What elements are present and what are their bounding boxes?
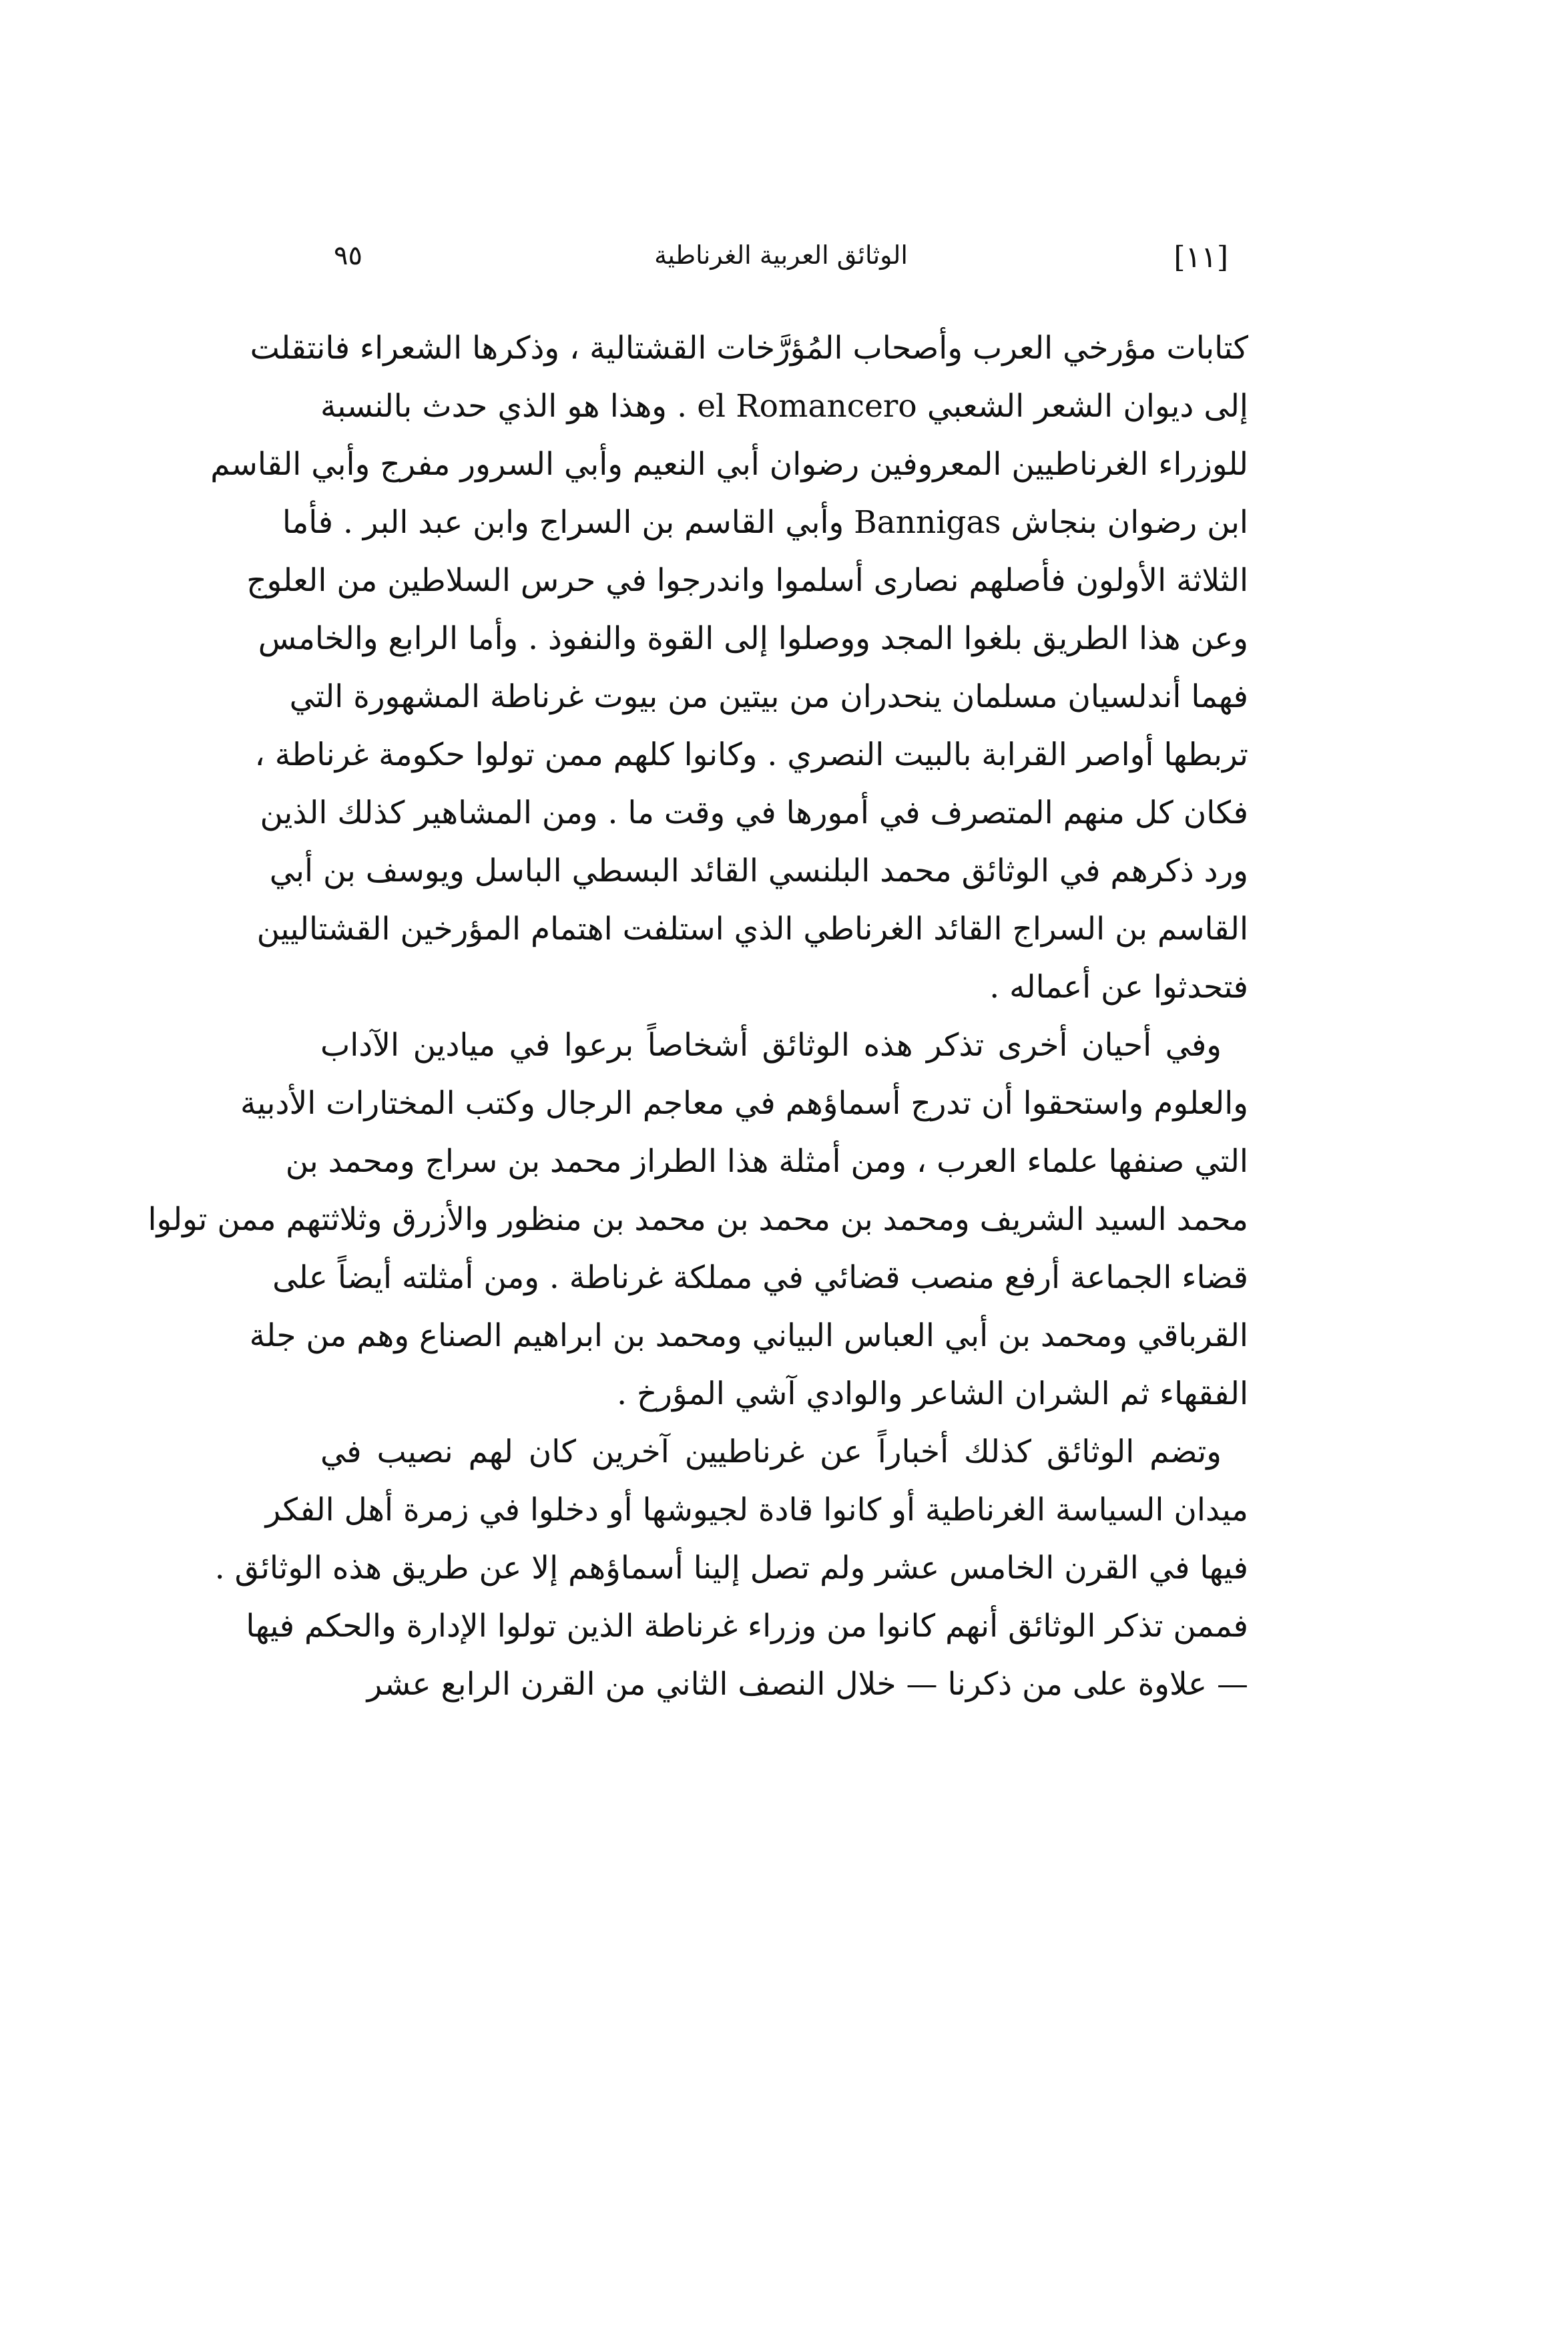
text-line: فهما أندلسيان مسلمان ينحدران من بيتين من بيوت غرناطة المشهورة التي: [289, 678, 1248, 715]
text-line: فيها في القرن الخامس عشر ولم تصل إلينا أسماؤهم إلا عن طريق هذه الوثائق .: [214, 1550, 1248, 1586]
text-line: ورد ذكرهم في الوثائق محمد البلنسي القائد البسطي الباسل ويوسف بن أبي: [269, 853, 1248, 889]
text-line: محمد السيد الشريف ومحمد بن محمد بن محمد بن منظور والأزرق وثلاثتهم ممن تولوا: [148, 1201, 1248, 1238]
text-line: للوزراء الغرناطيين المعروفين رضوان أبي النعيم وأبي السرور مفرج وأبي القاسم: [210, 446, 1248, 483]
text-line: إلى ديوان الشعر الشعبي el Romancero . وهذا هو الذي حدث بالنسبة: [320, 388, 1248, 425]
body-text: [148, 319, 1248, 1713]
text-line: قضاء الجماعة أرفع منصب قضائي في مملكة غرناطة . ومن أمثلته أيضاً على: [272, 1259, 1248, 1296]
text-line: وفي أحيان أخرى تذكر هذه الوثائق أشخاصاً برعوا في ميادين الآداب: [320, 1027, 1222, 1064]
page-header: [334, 240, 1228, 300]
text-line: كتابات مؤرخي العرب وأصحاب المُؤرَّخات القشتالية ، وذكرها الشعراء فانتقلت: [250, 330, 1248, 367]
text-line: فكان كل منهم المتصرف في أمورها في وقت ما . ومن المشاهير كذلك الذين: [260, 795, 1248, 831]
text-line: فممن تذكر الوثائق أنهم كانوا من وزراء غرناطة الذين تولوا الإدارة والحكم فيها: [246, 1608, 1248, 1645]
text-line: تربطها أواصر القرابة بالبيت النصري . وكانوا كلهم ممن تولوا حكومة غرناطة ،: [254, 736, 1248, 773]
text-line: ميدان السياسة الغرناطية أو كانوا قادة لجيوشها أو دخلوا في زمرة أهل الفكر: [265, 1492, 1248, 1528]
text-line: والعلوم واستحقوا أن تدرج أسماؤهم في معاجم الرجال وكتب المختارات الأدبية: [240, 1085, 1248, 1122]
text-line: الفقهاء ثم الشران الشاعر والوادي آشي المؤرخ .: [617, 1375, 1248, 1412]
text-line: فتحدثوا عن أعماله .: [989, 969, 1248, 1006]
text-line: القاسم بن السراج القائد الغرناطي الذي استلفت اهتمام المؤرخين القشتاليين: [256, 911, 1248, 947]
text-line: وعن هذا الطريق بلغوا المجد ووصلوا إلى القوة والنفوذ . وأما الرابع والخامس: [258, 620, 1248, 657]
text-line: — علاوة على من ذكرنا — خلال النصف الثاني من القرن الرابع عشر: [366, 1666, 1248, 1703]
running-title: الوثائق العربية الغرناطية: [654, 240, 908, 270]
section-reference: [١١]: [1173, 240, 1228, 274]
text-line: الثلاثة الأولون فأصلهم نصارى أسلموا واندرجوا في حرس السلاطين من العلوج: [246, 562, 1248, 599]
text-line: ابن رضوان بنجاش Bannigas وأبي القاسم بن السراج وابن عبد البر . فأما: [282, 504, 1248, 541]
page-number: ٩٥: [334, 240, 362, 271]
text-line: التي صنفها علماء العرب ، ومن أمثلة هذا الطراز محمد بن سراج ومحمد بن: [285, 1143, 1248, 1180]
text-line: وتضم الوثائق كذلك أخباراً عن غرناطيين آخرين كان لهم نصيب في: [320, 1434, 1222, 1470]
text-line: القرباقي ومحمد بن أبي العباس البياني ومحمد بن ابراهيم الصناع وهم من جلة: [249, 1317, 1248, 1354]
